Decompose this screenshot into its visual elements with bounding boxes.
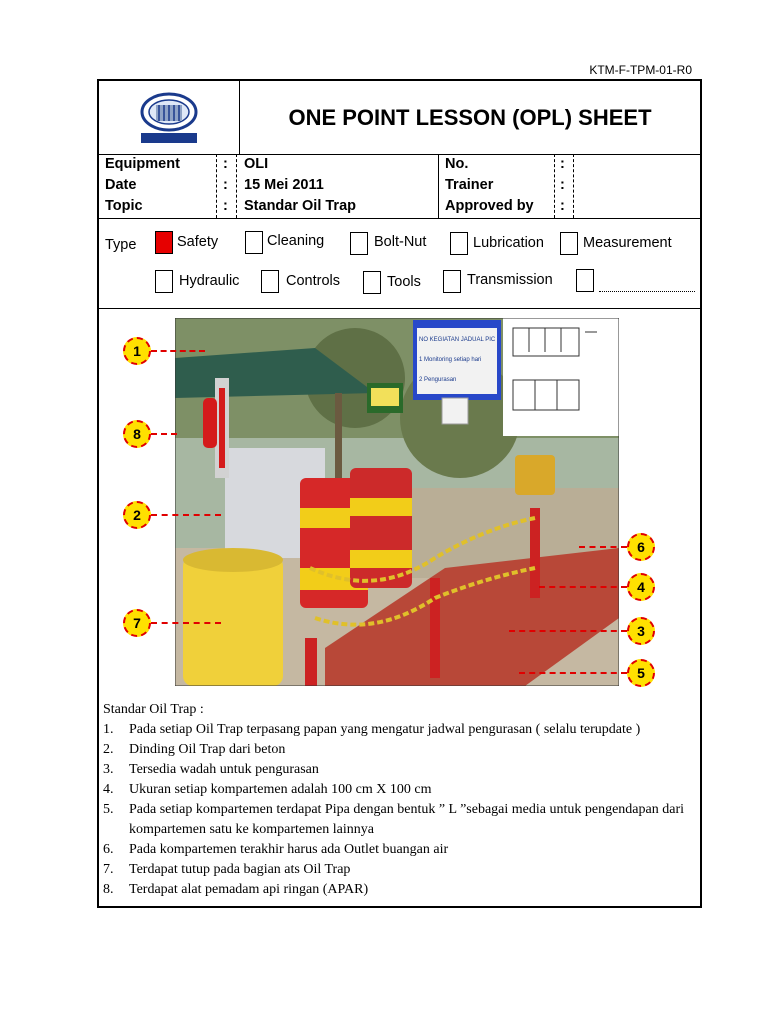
page-title: ONE POINT LESSON (OPL) SHEET: [288, 104, 652, 130]
callout-arrow-2: [151, 514, 221, 516]
date-label: Date: [105, 177, 137, 193]
safety-option-label: Safety: [177, 234, 219, 250]
callout-marker-5: 5: [627, 659, 655, 687]
list-item: 7. Terdapat tutup pada bagian ats Oil Trap: [103, 862, 351, 877]
schedule-board-line1: NO KEGIATAN JADUAL PIC: [419, 337, 496, 343]
schedule-board-line2: 1 Monitoring setiap hari: [419, 357, 482, 363]
controls-checkbox[interactable]: [261, 270, 279, 293]
callout-marker-1: 1: [123, 337, 151, 365]
colon: :: [560, 177, 565, 193]
bolt-nut-option-label: Bolt-Nut: [374, 234, 427, 250]
controls-option-label: Controls: [286, 273, 340, 289]
colon: :: [223, 156, 228, 172]
trainer-label: Trainer: [445, 177, 494, 193]
safety-checkbox[interactable]: [155, 231, 173, 254]
colon: :: [560, 198, 565, 214]
bolt-nut-checkbox[interactable]: [350, 232, 368, 255]
notes-list: [103, 720, 699, 900]
other-blank-line: [599, 291, 695, 292]
callout-marker-6: 6: [627, 533, 655, 561]
list-item: 2. Dinding Oil Trap dari beton: [103, 742, 286, 757]
cleaning-checkbox[interactable]: [245, 231, 263, 254]
topic-label: Topic: [105, 198, 143, 214]
no-label: No.: [445, 156, 469, 172]
callout-arrow-3: [509, 630, 627, 632]
date-value: 15 Mei 2011: [244, 177, 324, 193]
list-item: 3. Tersedia wadah untuk pengurasan: [103, 762, 319, 777]
lubrication-checkbox[interactable]: [450, 232, 468, 255]
approved-by-label: Approved by: [445, 198, 534, 214]
colon: :: [223, 198, 228, 214]
callout-arrow-8: [151, 433, 177, 435]
equipment-label: Equipment: [105, 156, 180, 172]
opl-sheet: [97, 79, 702, 908]
transmission-checkbox[interactable]: [443, 270, 461, 293]
measurement-checkbox[interactable]: [560, 232, 578, 255]
type-label: Type: [105, 237, 137, 253]
cleaning-option-label: Cleaning: [267, 233, 325, 249]
list-item: 4. Ukuran setiap kompartemen adalah 100 cm X 100 cm: [103, 782, 432, 797]
list-item: 8. Terdapat alat pemadam api ringan (APAR): [103, 882, 369, 897]
standard-notes: [103, 700, 699, 900]
schedule-board-line3: 2 Pengurasan: [419, 377, 457, 383]
list-item: 1. Pada setiap Oil Trap terpasang papan yang mengatur jadwal pengurasan ( selalu terupdate ): [103, 722, 641, 737]
document-code: KTM-F-TPM-01-R0: [589, 63, 692, 77]
company-logo: [139, 91, 199, 149]
lubrication-option-label: Lubrication: [473, 235, 544, 251]
hydraulic-checkbox[interactable]: [155, 270, 173, 293]
colon: :: [223, 177, 228, 193]
transmission-option-label: Transmission: [467, 272, 553, 288]
callout-arrow-7: [151, 622, 221, 624]
list-item: 6. Pada kompartemen terakhir harus ada Outlet buangan air: [103, 842, 449, 857]
callout-arrow-4: [539, 586, 627, 588]
callout-marker-3: 3: [627, 617, 655, 645]
tools-checkbox[interactable]: [363, 271, 381, 294]
callout-arrow-1: [151, 350, 205, 352]
colon: :: [560, 156, 565, 172]
info-block: [99, 154, 700, 219]
tools-option-label: Tools: [387, 274, 421, 290]
callout-marker-2: 2: [123, 501, 151, 529]
measurement-option-label: Measurement: [583, 235, 672, 251]
notes-heading: Standar Oil Trap :: [103, 702, 204, 717]
equipment-value: OLI: [244, 156, 269, 172]
callout-marker-4: 4: [627, 573, 655, 601]
topic-value: Standar Oil Trap: [244, 198, 356, 214]
callout-marker-8: 8: [123, 420, 151, 448]
callout-marker-7: 7: [123, 609, 151, 637]
logo-cell: [99, 81, 240, 154]
callout-arrow-6: [579, 546, 627, 548]
type-selection: [99, 218, 700, 309]
callout-arrow-5: [519, 672, 627, 674]
other-checkbox[interactable]: [576, 269, 594, 292]
hydraulic-option-label: Hydraulic: [179, 273, 240, 289]
list-item: 5. Pada setiap kompartemen terdapat Pipa dengan bentuk ” L ”sebagai media untuk pengendapan dari kompartemen satu ke kompartemen lainnya: [103, 802, 685, 837]
header-row: [99, 81, 700, 155]
